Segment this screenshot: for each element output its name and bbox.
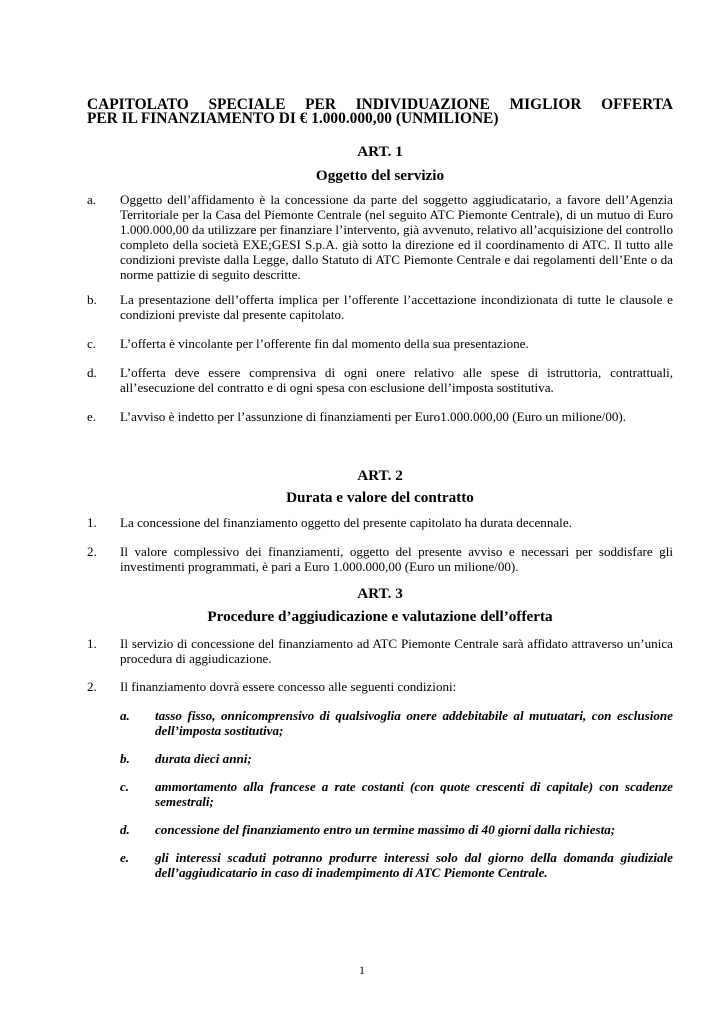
item-label: e. [87,409,97,424]
art1-item-d [87,365,673,395]
item-text: L’offerta deve essere comprensiva di ogni onere relativo alle spese di istruttoria, contrattuali, all’esecuzione del contratto e di ogni spesa con esclusione dell’imposta sostitutiva. [120,365,673,395]
condition-c [120,779,673,809]
art1-item-a [87,192,673,282]
item-text: L’offerta è vincolante per l’offerente fin dal momento della sua presentazione. [120,336,529,351]
item-text: Il finanziamento dovrà essere concesso alle seguenti condizioni: [120,679,457,694]
condition-text: ammortamento alla francese a rate costanti (con quote crescenti di capitale) con scadenze semestrali; [155,779,673,809]
condition-a [120,708,673,738]
item-label: d. [87,365,97,380]
art1-item-b [87,292,673,322]
item-label: c. [87,336,97,351]
item-text: La concessione del finanziamento oggetto del presente capitolato ha durata decennale. [120,515,572,530]
item-text: Il valore complessivo dei finanziamenti, oggetto del presente avviso e necessari per soddisfare gli investimenti programmati, è pari a Euro 1.000.000,00 (Euro un milione/00). [120,544,673,574]
condition-text: gli interessi scaduti potranno produrre interessi solo dal giorno della domanda giudiziale dell’aggiudicatario in caso di inadempimento di ATC Piemonte Centrale. [155,850,673,880]
condition-label: d. [120,822,130,837]
item-label: 2. [87,544,97,559]
condition-text: tasso fisso, onnicomprensivo di qualsivoglia onere addebitabile al mutuatari, con esclusione dell’imposta sostitutiva; [155,708,673,738]
condition-label: b. [120,751,130,766]
item-label: b. [87,292,97,307]
condition-text: durata dieci anni; [155,751,252,766]
art1-item-c [87,336,673,351]
condition-d [120,822,673,837]
item-label: 1. [87,636,97,651]
art2-number: ART. 2 [357,467,403,484]
art3-number: ART. 3 [357,585,403,602]
item-text: Oggetto dell’affidamento è la concessione da parte del soggetto aggiudicatario, a favore dell’Agenzia Territoriale per la Casa del Piemonte Centrale (nel seguito ATC Piemonte Centrale), di un mutuo di Euro 1.000.000,00 da utilizzare per finanziare l’intervento, già avvenuto, relativo all’acquisizione del controllo completo della società EXE;GESI S.p.A. già sotto la direzione ed il coordinamento di ATC. Il tutto alle condizioni previste dalla Legge, dallo Statuto di ATC Piemonte Centrale e dai regolamenti dell’Ente o da norme pattizie di seguito descritte. [120,192,673,282]
title-line-2: PER IL FINANZIAMENTO DI € 1.000.000,00 (UNMILIONE) [87,110,499,127]
art1-heading: Oggetto del servizio [315,167,445,184]
art2-item-2 [87,544,673,574]
item-label: 1. [87,515,97,530]
condition-text: concessione del finanziamento entro un termine massimo di 40 giorni dalla richiesta; [155,822,616,837]
page-number: 1 [359,963,365,977]
art3-heading: Procedure d’aggiudicazione e valutazione dell’offerta [207,608,553,625]
item-text: L’avviso è indetto per l’assunzione di finanziamenti per Euro1.000.000,00 (Euro un milione/00). [120,409,627,424]
art1-number: ART. 1 [357,143,403,160]
condition-e [120,850,673,880]
item-label: a. [87,192,97,207]
art2-item-1 [87,515,673,530]
item-text: Il servizio di concessione del finanziamento ad ATC Piemonte Centrale sarà affidato attraverso un’unica procedura di aggiudicazione. [120,636,673,666]
art1-item-e [87,409,673,424]
document-title [87,98,673,126]
art3-item-2 [87,679,673,694]
condition-label: a. [120,708,130,723]
condition-b [120,751,673,766]
condition-label: c. [120,779,130,794]
item-text: La presentazione dell’offerta implica per l’offerente l’accettazione incondizionata di tutte le clausole e condizioni previste dal presente capitolato. [120,292,673,322]
art3-item-1 [87,636,673,666]
item-label: 2. [87,679,97,694]
condition-label: e. [120,850,130,865]
art2-heading: Durata e valore del contratto [286,489,474,506]
title-line-1: CAPITOLATO SPECIALE PER INDIVIDUAZIONE MIGLIOR OFFERTA [87,96,673,113]
document-page [87,98,673,880]
